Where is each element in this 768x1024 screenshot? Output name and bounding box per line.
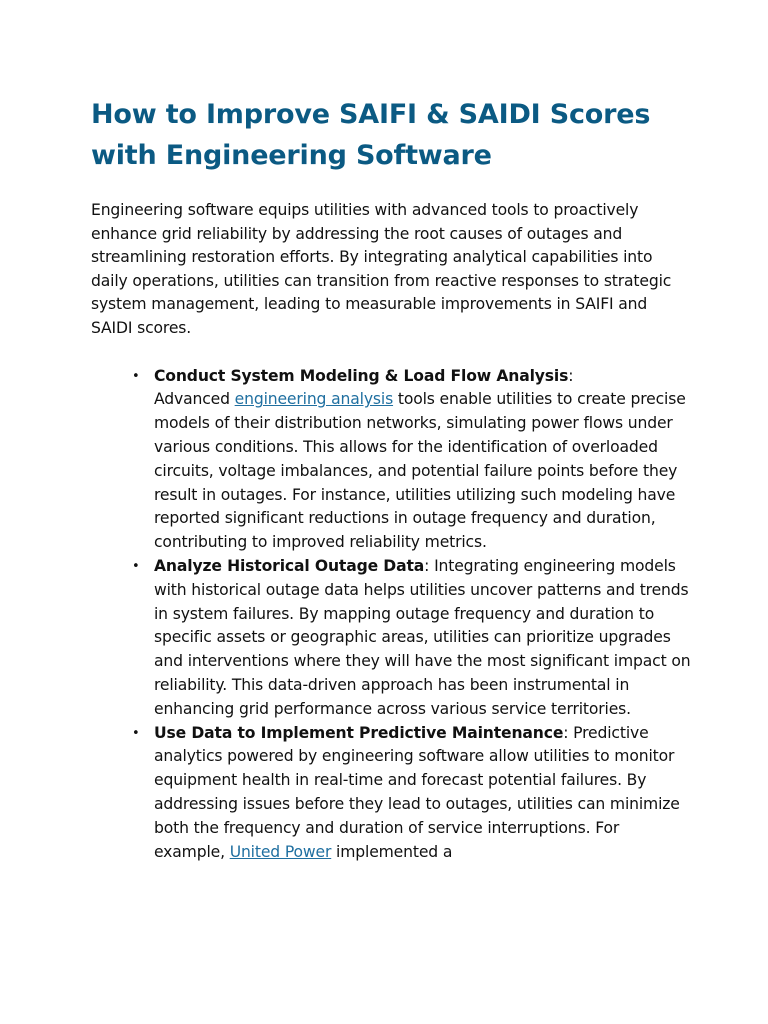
engineering-analysis-link[interactable]: engineering analysis (234, 390, 394, 409)
document-page (91, 94, 691, 864)
item-heading: Conduct System Modeling & Load Flow Analysis (154, 366, 569, 385)
item-text: tools enable utilities to create precise models of their distribution networks, simulating power flows under various conditions. This allows for the identification of overloaded circuits, voltage imbalances, and potential failure points before they result in outages. For instance, utilities utilizing such modeling have reported significant reductions in outage frequency and duration, contributing to improved reliability metrics. (154, 390, 686, 552)
bullet-dot: • (132, 558, 140, 574)
item-heading: Use Data to Implement Predictive Maintenance (154, 723, 564, 742)
item-tail: implemented a (331, 842, 453, 861)
item-text: : Predictive analytics powered by engineering software allow utilities to monitor equipment health in real-time and forecast potential failures. By addressing issues before they lead to outages, utilities can minimize both the frequency and duration of service interruptions. For example, (154, 723, 680, 861)
intro-paragraph: Engineering software equips utilities with advanced tools to proactively enhance grid reliability by addressing the root causes of outages and streamlining restoration efforts. By integrating analytical capabilities into daily operations, utilities can transition from reactive responses to strategic system management, leading to measurable improvements in SAIFI and SAIDI scores. (91, 201, 672, 337)
item-separator: : (568, 366, 574, 385)
bullet-list (91, 365, 691, 865)
bullet-dot: • (132, 368, 140, 384)
item-heading: Analyze Historical Outage Data (154, 556, 425, 575)
list-item-system-modeling (132, 365, 691, 555)
item-lead: Advanced (154, 390, 230, 409)
page-title: How to Improve SAIFI & SAIDI Scores with Engineering Software (91, 99, 651, 171)
list-item-historical-outage (132, 555, 691, 722)
item-text: : Integrating engineering models with historical outage data helps utilities uncover patterns and trends in system failures. By mapping outage frequency and duration to specific assets or geographic areas, utilities can prioritize upgrades and interventions where they will have the most significant impact on reliability. This data-driven approach has been instrumental in enhancing grid performance across various service territories. (154, 556, 691, 718)
list-item-predictive-maintenance (132, 722, 691, 865)
bullet-dot: • (132, 725, 140, 741)
united-power-link[interactable]: United Power (229, 842, 332, 861)
